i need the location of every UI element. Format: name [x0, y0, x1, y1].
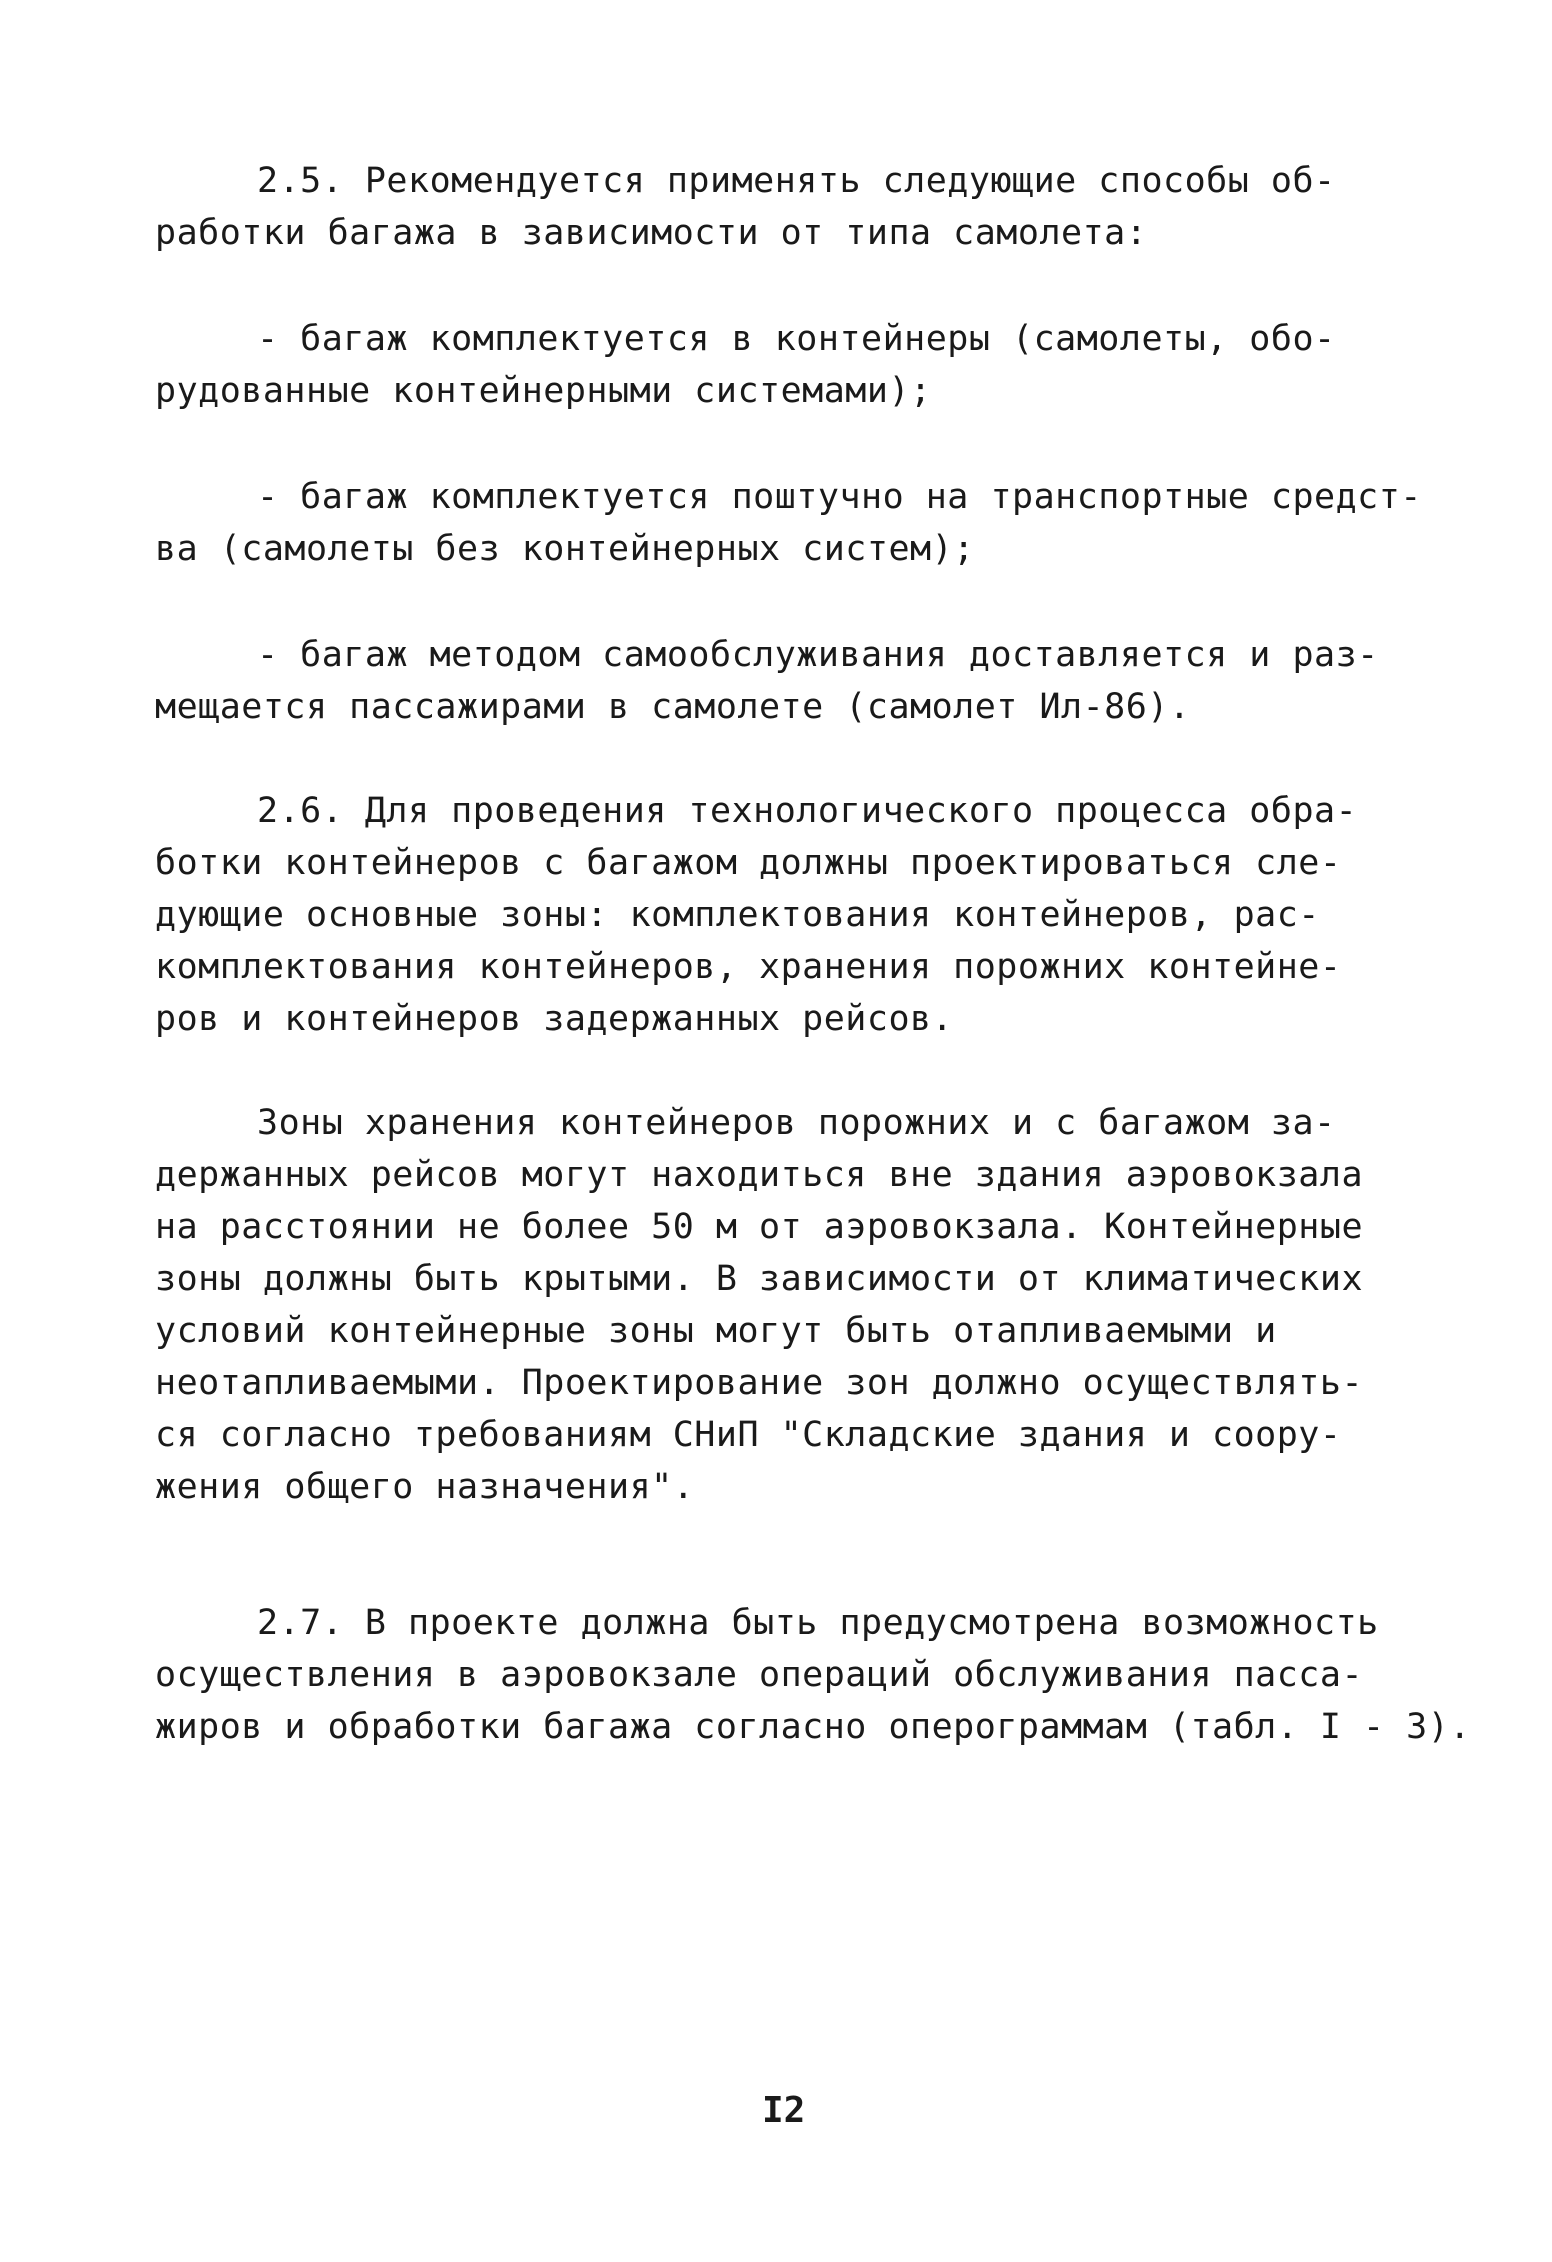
- paragraph-2-6-b-line-7: ся согласно требованиям СНиП "Складские здания и соору-: [155, 1415, 1342, 1455]
- paragraph-2-6-b-line-4: зоны должны быть крытыми. В зависимости от климатических: [155, 1259, 1364, 1299]
- paragraph-2-7-line-3: жиров и обработки багажа согласно оперограммам (табл. I - 3).: [155, 1707, 1471, 1747]
- paragraph-2-6-b-line-1: Зоны хранения контейнеров порожних и с багажом за-: [257, 1103, 1336, 1143]
- paragraph-2-6-line-4: комплектования контейнеров, хранения порожних контейне-: [155, 947, 1342, 987]
- paragraph-2-5-item-b-line-2: ва (самолеты без контейнерных систем);: [155, 529, 975, 569]
- paragraph-2-6-b-line-6: неотапливаемыми. Проектирование зон должно осуществлять-: [155, 1363, 1364, 1403]
- paragraph-2-5-item-a-line-1: - багаж комплектуется в контейнеры (самолеты, обо-: [257, 319, 1336, 359]
- paragraph-2-6-line-2: ботки контейнеров с багажом должны проектироваться сле-: [155, 843, 1342, 883]
- paragraph-2-6-b-line-5: условий контейнерные зоны могут быть отапливаемыми и: [155, 1311, 1277, 1351]
- paragraph-2-7-line-2: осуществления в аэровокзале операций обслуживания пасса-: [155, 1655, 1364, 1695]
- paragraph-2-6-b-line-8: жения общего назначения".: [155, 1467, 695, 1507]
- paragraph-2-5-item-b-line-1: - багаж комплектуется поштучно на транспортные средст-: [257, 477, 1422, 517]
- paragraph-2-6-line-5: ров и контейнеров задержанных рейсов.: [155, 999, 954, 1039]
- paragraph-2-6-b-line-2: держанных рейсов могут находиться вне здания аэровокзала: [155, 1155, 1364, 1195]
- paragraph-2-5-line-1: 2.5. Рекомендуется применять следующие способы об-: [257, 161, 1336, 201]
- paragraph-2-5-item-c-line-1: - багаж методом самообслуживания доставляется и раз-: [257, 635, 1379, 675]
- page-number: I2: [762, 2090, 806, 2131]
- paragraph-2-6-b-line-3: на расстоянии не более 50 м от аэровокзала. Контейнерные: [155, 1207, 1364, 1247]
- paragraph-2-5-line-2: работки багажа в зависимости от типа самолета:: [155, 213, 1148, 253]
- paragraph-2-6-line-3: дующие основные зоны: комплектования контейнеров, рас-: [155, 895, 1320, 935]
- paragraph-2-5-item-a-line-2: рудованные контейнерными системами);: [155, 371, 932, 411]
- paragraph-2-5-item-c-line-2: мещается пассажирами в самолете (самолет Ил-86).: [155, 687, 1191, 727]
- paragraph-2-7-line-1: 2.7. В проекте должна быть предусмотрена возможность: [257, 1603, 1379, 1643]
- paragraph-2-6-line-1: 2.6. Для проведения технологического процесса обра-: [257, 791, 1358, 831]
